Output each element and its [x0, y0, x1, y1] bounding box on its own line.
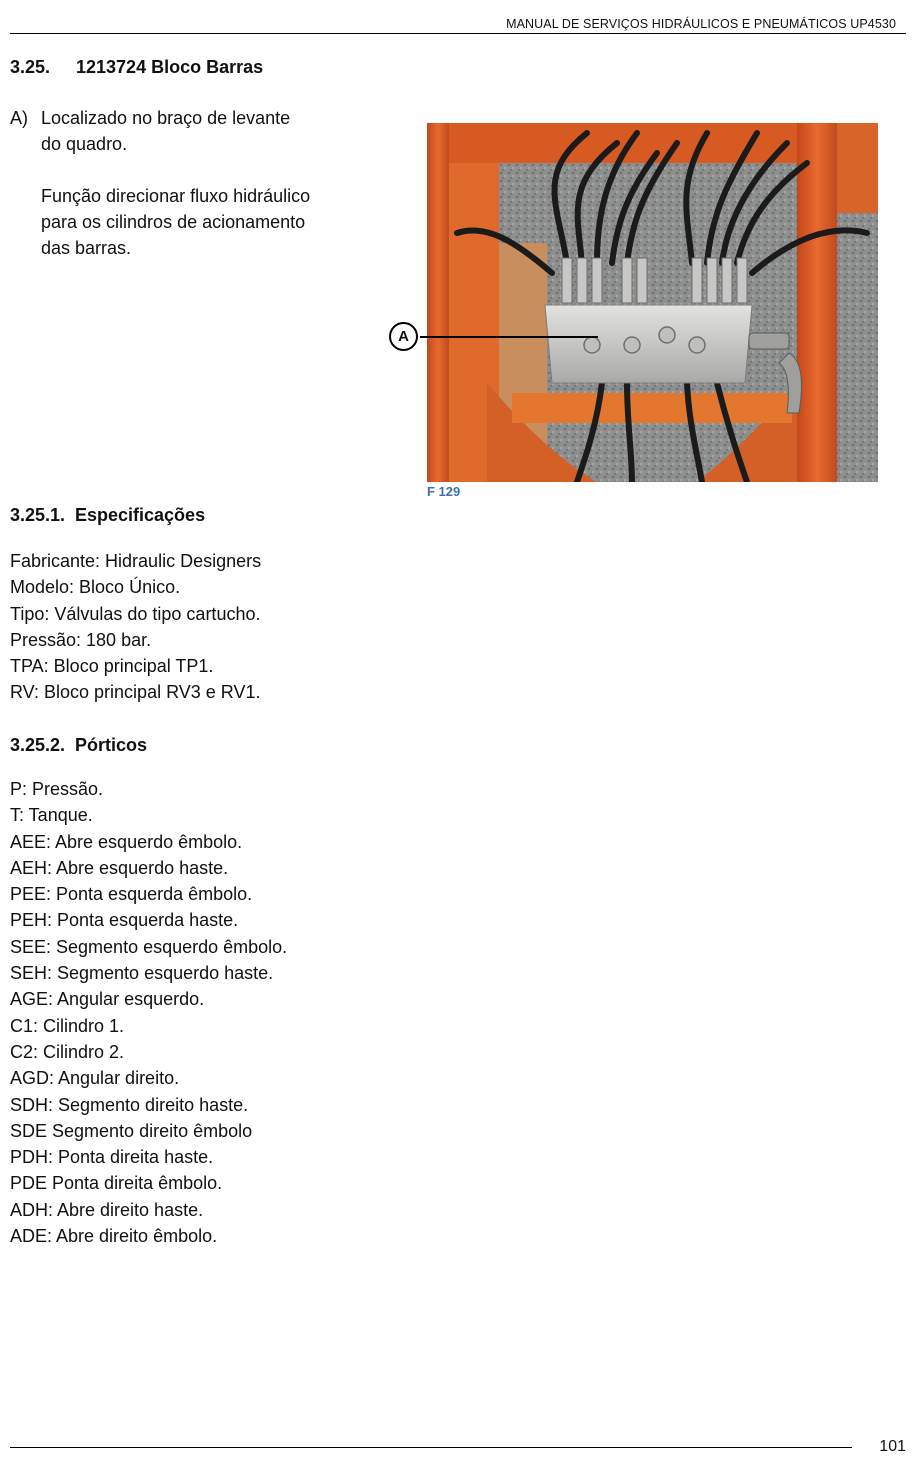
item-marker: A) [10, 108, 28, 128]
list-item: SDE Segmento direito êmbolo [10, 1120, 253, 1141]
function-line-3: das barras. [41, 238, 132, 258]
specs-title: Especificações [75, 505, 206, 525]
intro-block [10, 105, 370, 261]
list-item: C1: Cilindro 1. [10, 1015, 125, 1036]
ports-heading [10, 735, 147, 756]
section-number: 3.25. [10, 57, 51, 77]
function-line-2: para os cilindros de acionamento [41, 212, 306, 232]
specs-list [10, 548, 261, 706]
list-item: PEH: Ponta esquerda haste. [10, 910, 239, 931]
ports-list [10, 776, 287, 1249]
hydraulic-block-photo [427, 123, 878, 482]
list-item: TPA: Bloco principal TP1. [10, 656, 214, 677]
section-title: 1213724 Bloco Barras [76, 57, 264, 77]
list-item: RV: Bloco principal RV3 e RV1. [10, 682, 261, 703]
list-item: ADE: Abre direito êmbolo. [10, 1226, 218, 1247]
location-line-2: do quadro. [41, 134, 128, 154]
list-item: P: Pressão. [10, 779, 104, 799]
list-item: AGE: Angular esquerdo. [10, 989, 205, 1010]
location-line-1: Localizado no braço de levante [41, 108, 291, 128]
specs-heading [10, 505, 205, 526]
ports-number: 3.25.2. [10, 735, 66, 755]
list-item: C2: Cilindro 2. [10, 1041, 125, 1062]
list-item: ADH: Abre direito haste. [10, 1199, 204, 1220]
list-item: AEE: Abre esquerdo êmbolo. [10, 831, 243, 852]
section-heading [10, 57, 263, 78]
figure-caption: F 129 [427, 484, 461, 499]
callout-marker-a: A [389, 322, 418, 351]
specs-number: 3.25.1. [10, 505, 66, 525]
footer-rule [10, 1447, 852, 1448]
running-header: MANUAL DE SERVIÇOS HIDRÁULICOS E PNEUMÁTICOS UP4530 [506, 17, 896, 31]
list-item: PDH: Ponta direita haste. [10, 1147, 214, 1168]
list-item: SEH: Segmento esquerdo haste. [10, 963, 274, 984]
ports-title: Pórticos [75, 735, 148, 755]
page-number: 101 [879, 1438, 906, 1455]
list-item: Modelo: Bloco Único. [10, 577, 181, 598]
list-item: T: Tanque. [10, 805, 93, 826]
list-item: Fabricante: Hidraulic Designers [10, 551, 262, 571]
list-item: SEE: Segmento esquerdo êmbolo. [10, 936, 288, 957]
list-item: PEE: Ponta esquerda êmbolo. [10, 884, 253, 905]
list-item: AGD: Angular direito. [10, 1068, 180, 1089]
list-item: PDE Ponta direita êmbolo. [10, 1173, 223, 1194]
list-item: SDH: Segmento direito haste. [10, 1094, 249, 1115]
list-item: Pressão: 180 bar. [10, 629, 152, 650]
callout-leader-line [420, 336, 598, 338]
list-item: Tipo: Válvulas do tipo cartucho. [10, 603, 261, 624]
header-rule [10, 33, 906, 34]
list-item: AEH: Abre esquerdo haste. [10, 857, 229, 878]
function-line-1: Função direcionar fluxo hidráulico [41, 186, 311, 206]
